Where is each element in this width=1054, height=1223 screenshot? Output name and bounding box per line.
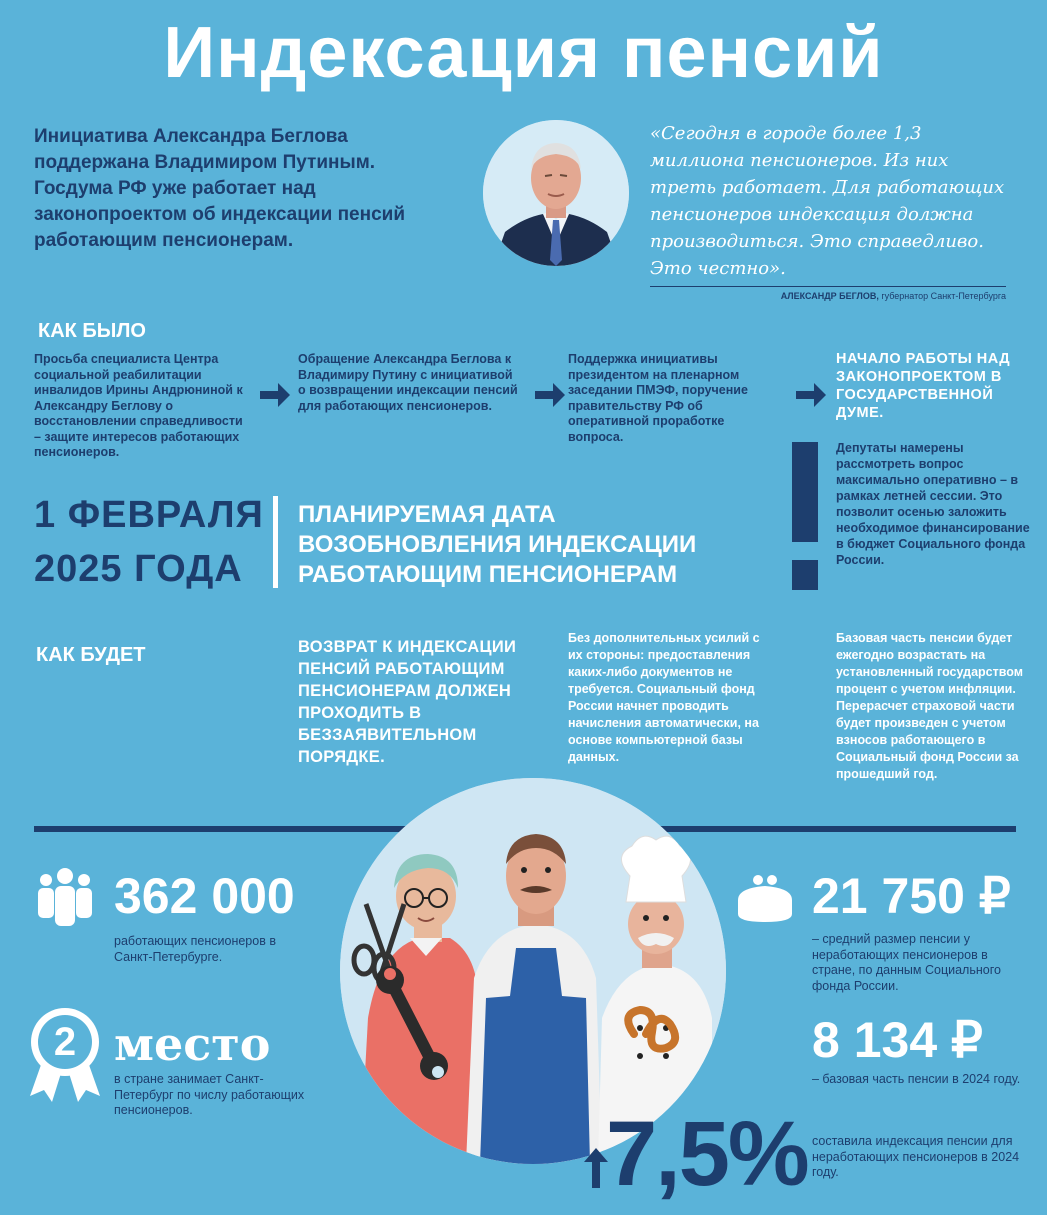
base-pension: 8 134 ₽ bbox=[812, 1012, 983, 1068]
arrow-right-icon bbox=[258, 380, 292, 410]
intro-text: Инициатива Александра Беглова поддержана Владимиром Путиным. Госдума РФ уже работает над законопроектом об индексации пенсий работающим пенсионерам. bbox=[34, 126, 406, 251]
arrow-right-icon bbox=[533, 380, 567, 410]
average-pension: 21 750 ₽ bbox=[812, 868, 1011, 924]
will-text-2: Базовая часть пенсии будет ежегодно возрастать на установленный государством процент с учетом инфляции. Перерасчет страховой части будет произведен с учетом взносов работающего в Социальный фонд России за прошедший год. bbox=[836, 631, 1023, 781]
exclamation-dot-icon bbox=[792, 560, 818, 590]
quote-author-role: губернатор Санкт-Петербурга bbox=[878, 291, 1006, 301]
section-was-heading: КАК БЫЛО bbox=[38, 320, 146, 342]
quote-author-name: АЛЕКСАНДР БЕГЛОВ, bbox=[780, 291, 879, 301]
rank-word: место bbox=[114, 1017, 271, 1071]
date-line-1: 1 ФЕВРАЛЯ bbox=[34, 494, 264, 536]
date-line-2: 2025 ГОДА bbox=[34, 548, 243, 590]
timeline-step-4: НАЧАЛО РАБОТЫ НАД ЗАКОНОПРОЕКТОМ В ГОСУДАРСТВЕННОЙ ДУМЕ. bbox=[836, 351, 1011, 421]
timeline-step-2: Обращение Александра Беглова к Владимиру Путину с инициативой о возвращении индексации пенсий для работающих пенсионеров. bbox=[298, 352, 518, 413]
timeline-step-1: Просьба специалиста Центра социальной реабилитации инвалидов Ирины Андрюниной к Александру Беглову о восстановлении справедливости – защите интересов работающих пенсионеров. bbox=[34, 352, 243, 459]
will-text-1: Без дополнительных усилий с их стороны: предоставления каких-либо документов не требуется. Социальный фонд России начнет проводить начисления автоматически, на основе компьютерной базы данных. bbox=[568, 631, 760, 764]
deputies-note: Депутаты намерены рассмотреть вопрос максимально оперативно – в рамках летней сессии. Это позволит осенью заложить необходимое финансирование в бюджет Социального фонда России. bbox=[836, 441, 1030, 567]
average-pension-caption: – средний размер пенсии у неработающих пенсионеров в стране, по данным Социального фонда России. bbox=[812, 932, 1001, 993]
quote-divider bbox=[650, 286, 1006, 287]
timeline-step-3: Поддержка инициативы президентом на пленарном заседании ПМЭФ, поручение правительству РФ об оперативной проработке вопроса. bbox=[568, 352, 748, 444]
indexation-percent: 7,5% bbox=[606, 1103, 808, 1205]
workers-caption: работающих пенсионеров в Санкт-Петербурге. bbox=[114, 934, 276, 964]
people-group-icon bbox=[34, 866, 96, 928]
governor-portrait bbox=[483, 120, 629, 266]
exclamation-mark-icon bbox=[792, 442, 818, 542]
date-divider bbox=[273, 496, 278, 588]
workers-count: 362 000 bbox=[114, 868, 295, 924]
planned-date-caption: ПЛАНИРУЕМАЯ ДАТА ВОЗОБНОВЛЕНИЯ ИНДЕКСАЦИИ РАБОТАЮЩИМ ПЕНСИОНЕРАМ bbox=[298, 501, 697, 588]
base-pension-caption: – базовая часть пенсии в 2024 году. bbox=[812, 1072, 1021, 1086]
will-main-statement: ВОЗВРАТ К ИНДЕКСАЦИИ ПЕНСИЙ РАБОТАЮЩИМ ПЕНСИОНЕРАМ ДОЛЖЕН ПРОХОДИТЬ В БЕЗЗАЯВИТЕЛЬНОМ ПОРЯДКЕ. bbox=[298, 638, 517, 766]
page-title: Индексация пенсий bbox=[163, 13, 884, 93]
rank-number: 2 bbox=[53, 1020, 77, 1064]
rank-caption: в стране занимает Санкт-Петербург по числу работающих пенсионеров. bbox=[114, 1072, 305, 1117]
quote-author bbox=[650, 291, 1006, 301]
quote-text: «Сегодня в городе более 1,3 миллиона пенсионеров. Из них треть работает. Для работающих пенсионеров индексация должна производиться. Это справедливо. Это честно». bbox=[650, 123, 1005, 279]
arrow-right-icon bbox=[794, 380, 828, 410]
section-will-heading: КАК БУДЕТ bbox=[36, 644, 146, 666]
indexation-caption: составила индексация пенсии для неработающих пенсионеров в 2024 году. bbox=[812, 1134, 1020, 1179]
wallet-icon bbox=[734, 874, 796, 924]
